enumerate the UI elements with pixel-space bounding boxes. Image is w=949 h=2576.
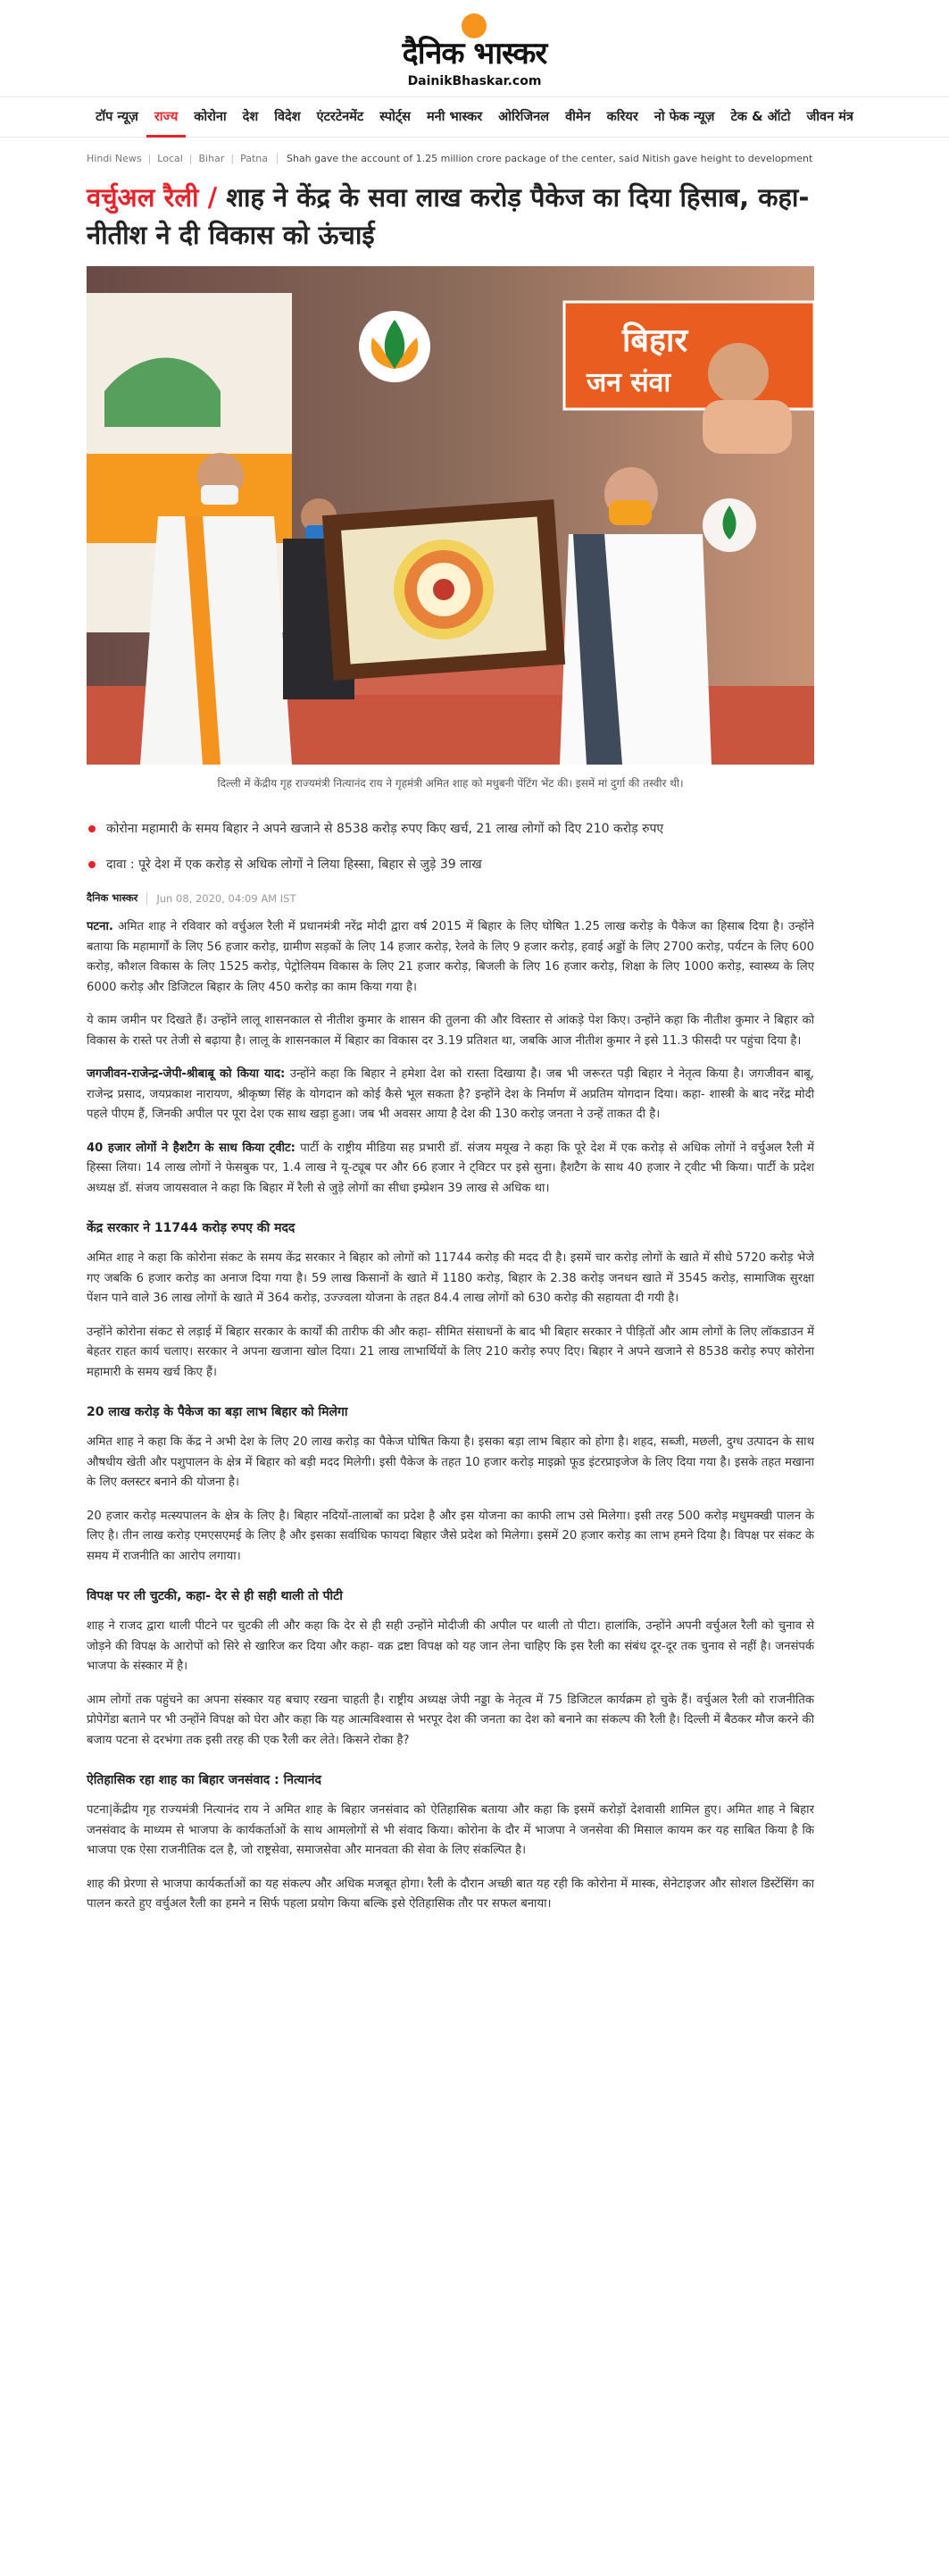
article-container bbox=[87, 150, 814, 1915]
banner-bihar: बिहार bbox=[622, 322, 688, 359]
section-heading: केंद्र सरकार ने 11744 करोड़ रुपए की मदद bbox=[87, 1221, 296, 1235]
banner-jan-samvad: जन संवा bbox=[587, 367, 671, 398]
paragraph: आम लोगों तक पहुंचने का अपना संस्कार यह बचाए रखना चाहती है। राष्ट्रीय अध्यक्ष जेपी नड्डा के नेतृत्व में 75 डिजिटल कार्यक्रम हो चुके हैं। वर्चुअल रैली को राजनीतिक प्रोपेगेंडा बताने पर भी उन्होंने विपक्ष को घेरा और कहा कि यह आत्मविश्वास से भरपूर देश की जनता का देश को बनाने का संकल्प की रैली है। दिल्ली में बैठकर मौज करने की बजाय पटना से दरभंगा तक इसी तरह की एक रैली कर लेते। किसने रोका है? bbox=[87, 1693, 814, 1747]
nav-item-country[interactable]: देश bbox=[242, 110, 259, 124]
breadcrumb bbox=[87, 150, 814, 166]
paragraph: पटना|केंद्रीय गृह राज्यमंत्री नित्यानंद राय ने अमित शाह के बिहार जनसंवाद को ऐतिहासिक बताया और कहा कि इसमें करोड़ों देशवासी शामिल हुए। अमित शाह ने बिहार जनसंवाद के माध्यम से भाजपा के कार्यकर्ताओं के साथ आमलोगों से भी संवाद किया। कोरोना के दौर में भाजपा ने जनसेवा की मिसाल कायम कर यह साबित किया है कि भाजपा एक ऐसा राजनीतिक दल है, जो राष्ट्रसेवा, समाजसेवा और मानवता की सेवा के लिए संकल्पित है। bbox=[87, 1803, 814, 1857]
highlight-item bbox=[87, 818, 814, 840]
nav-item-entertainment[interactable]: एंटरटेनमेंट bbox=[316, 110, 364, 124]
paragraph-lead: 40 हजार लोगों ने हैशटैग के साथ किया ट्वीट: bbox=[87, 1141, 296, 1155]
breadcrumb-separator: | bbox=[188, 152, 193, 164]
breadcrumb-local[interactable]: Local bbox=[157, 152, 183, 164]
breadcrumb-separator: | bbox=[230, 152, 235, 164]
nav-item-original[interactable]: ओरिजिनल bbox=[498, 110, 550, 124]
site-logo[interactable] bbox=[403, 13, 547, 88]
logo-text: दैनिक भास्कर bbox=[402, 36, 547, 71]
paragraph: शाह की प्रेरणा से भाजपा कार्यकर्ताओं का यह संकल्प और अधिक मजबूत होगा। रैली के दौरान अच्छी बात यह रही कि कोरोना में मास्क, सेनेटाइजर और सोशल डिस्टेंसिंग का पालन करते हुए वर्चुअल रैली का हमने न सिर्फ पहला प्रयोग किया बल्कि इसे ऐतिहासिक तौर पर सफल बनाया। bbox=[87, 1877, 814, 1911]
nav-item-tech-auto[interactable]: टेक & ऑटो bbox=[730, 110, 791, 124]
byline-author[interactable]: दैनिक भास्कर bbox=[87, 891, 138, 904]
section-heading: 20 लाख करोड़ के पैकेज का बड़ा लाभ बिहार को मिलेगा bbox=[87, 1405, 348, 1419]
paragraph-lead: जगजीवन-राजेन्द्र-जेपी-श्रीबाबू को किया याद: bbox=[87, 1067, 286, 1081]
nav-item-sports[interactable]: स्पोर्ट्स bbox=[379, 110, 411, 124]
paragraph-text: अमित शाह ने रविवार को वर्चुअल रैली में प्रधानमंत्री नरेंद्र मोदी द्वारा वर्ष 2015 में बिहार के लिए घोषित 1.25 लाख करोड़ के पैकेज का हिसाब दिया है। उन्होंने बताया कि महामार्गों के लिए 56 हजार करोड़, ग्रामीण सड़कों के लिए 14 हजार करोड़, रेलवे के लिए 9 हजार करोड़, हवाई अड्डों के लिए 2700 करोड़, पर्यटन के लिए 600 करोड़, कौशल विकास के लिए 1525 करोड़, पेट्रोलियम विकास के लिए 21 हजार करोड़, बिजली के लिए 16 हजार करोड़, शिक्षा के लिए 1000 करोड़, स्वास्थ्य के लिए 6000 करोड़ और डिजिटल बिहार के लिए 450 करोड़ का काम किया गया है। bbox=[87, 920, 814, 994]
highlight-text: दावा : पूरे देश में एक करोड़ से अधिक लोगों ने लिया हिस्सा, बिहार से जुड़े 39 लाख bbox=[106, 857, 482, 872]
breadcrumb-hindi-news[interactable]: Hindi News bbox=[87, 152, 142, 164]
section-heading: विपक्ष पर ली चुटकी, कहा- देर से ही सही थाली तो पीटी bbox=[87, 1589, 343, 1603]
highlight-text: कोरोना महामारी के समय बिहार ने अपने खजाने से 8538 करोड़ रुपए किए खर्च, 21 लाख लोगों को दिए 210 करोड़ रुपए bbox=[106, 822, 664, 836]
nav-item-women[interactable]: वीमेन bbox=[565, 110, 591, 124]
photo-caption: दिल्ली में केंद्रीय गृह राज्यमंत्री नित्यानंद राय ने गृहमंत्री अमित शाह को मधुबनी पेंटिंग भेंट की। इसमें मां दुर्गा की तस्वीर थी। bbox=[217, 777, 684, 790]
nav-item-top-news[interactable]: टॉप न्यूज़ bbox=[96, 110, 138, 124]
english-summary: Shah gave the account of 1.25 million crore package of the center, said Nitish gave height to development bbox=[277, 153, 812, 164]
title-separator: / bbox=[207, 182, 218, 213]
paragraph-text: उन्होंने कहा कि बिहार ने हमेशा देश को रास्ता दिखाया है। जब भी जरूरत पड़ी बिहार ने नेतृत्व किया है। जगजीवन बाबू, राजेन्द्र प्रसाद, जयप्रकाश नारायण, श्रीकृष्ण सिंह के योगदान को कोई कैसे भूल सकता है? इन्होंने देश के निर्माण में अप्रतिम योगदान दिया। कहा- शास्त्री के बाद नरेंद्र मोदी पहले पीएम हैं, जिनकी अपील पर पूरा देश एक साथ खड़ा हुआ। जब भी अवसर आया है देश की 130 करोड़ जनता ने उन्हें ताकत दी है। bbox=[87, 1067, 814, 1121]
nav-item-world[interactable]: विदेश bbox=[274, 110, 301, 124]
breadcrumb-separator: | bbox=[147, 152, 152, 164]
breadcrumb-patna[interactable]: Patna bbox=[240, 152, 268, 164]
title-kicker: वर्चुअल रैली bbox=[87, 182, 199, 213]
bullet-dot-icon bbox=[88, 861, 96, 868]
paragraph bbox=[87, 1139, 814, 1200]
paragraph: अमित शाह ने कहा कि कोरोना संकट के समय केंद्र सरकार ने बिहार को लोगों को 11744 करोड़ की मदद दी है। इसमें चार करोड़ लोगों के खाते में सीधे 5720 करोड़ भेजे गए जबकि 6 हजार करोड़ का अनाज दिया गया है। 59 लाख किसानों के खाते में 1180 करोड़, बिहार के 2.38 करोड़ जनधन खाते में 3545 करोड़, सामाजिक सुरक्षा पेंशन पाने वाले 36 लाख लोगों के खाते में 364 करोड़, उज्ज्वला योजना के तहत 84.4 लाख लोगों को 630 करोड़ की सहायता दी गयी है। bbox=[87, 1251, 814, 1305]
byline bbox=[87, 891, 814, 905]
byline-time: Jun 08, 2020, 04:09 AM IST bbox=[146, 892, 296, 905]
lotus-logo-icon bbox=[359, 311, 430, 382]
paragraph: उन्होंने कोरोना संकट से लड़ाई में बिहार सरकार के कार्यों की तारीफ की और कहा- सीमित संसाधनों के बाद भी बिहार सरकार ने पीड़ितों और आम लोगों के लिए लॉकडाउन में बेहतर राहत कार्य चलाए। सरकार ने अपना खजाना खोल दिया। 21 लाख लाभार्थियों के लिए 210 करोड़ रुपए दिए। बिहार ने अपने खजाने से 8538 करोड़ रुपए कोरोना महामारी के समय खर्च किए हैं। bbox=[87, 1325, 814, 1379]
lead-photo-illustration bbox=[87, 266, 814, 765]
section-heading: ऐतिहासिक रहा शाह का बिहार जनसंवाद : नित्यानंद bbox=[87, 1773, 321, 1787]
lead-photo bbox=[87, 266, 814, 765]
paragraph: 20 हजार करोड़ मत्स्यपालन के क्षेत्र के लिए है। बिहार नदियों-तालाबों का प्रदेश है और इस योजना का काफी लाभ उसे मिलेगा। इसी तरह 500 करोड़ मधुमक्खी पालन के लिए है। तीन लाख करोड़ एमएसएमई के लिए है और इसका सर्वाधिक फायदा बिहार जैसे प्रदेश को मिलेगा। इसमें 20 हजार करोड़ का लाभ हमने दिया है। विपक्ष पर संकट के समय में राजनीति का आरोप लगाया। bbox=[87, 1509, 814, 1563]
paragraph: ये काम जमीन पर दिखते हैं। उन्होंने लालू शासनकाल से नीतीश कुमार के शासन की तुलना की और विस्तार से आंकड़े पेश किए। उन्होंने कहा कि नीतीश कुमार ने बिहार को विकास के रास्ते पर तेजी से बढ़ाया है। लालू के शासनकाल में बिहार का विकास दर 3.19 प्रतिशत था, जबकि आज नीतीश कुमार ने इसे 11.3 फीसदी पर पहुंचा दिया है। bbox=[87, 1014, 814, 1048]
breadcrumb-bihar[interactable]: Bihar bbox=[198, 152, 225, 164]
highlights-list bbox=[87, 818, 814, 875]
masthead bbox=[0, 0, 949, 96]
title-text: शाह ने केंद्र के सवा लाख करोड़ पैकेज का दिया हिसाब, कहा- नीतीश ने दी विकास को ऊंचाई bbox=[87, 182, 810, 250]
nav-item-state[interactable]: राज्य bbox=[146, 96, 186, 138]
paragraph: शाह ने राजद द्वारा थाली पीटने पर चुटकी ली और कहा कि देर से ही सही उन्होंने मोदीजी की अपील पर थाली तो पीटा। हालांकि, उन्होंने अपनी वर्चुअल रैली को चुनाव से जोड़ने की विपक्ष के आरोपों को सिरे से खारिज कर दिया और कहा- वक्र द्रष्टा विपक्ष को यह जान लेना चाहिए कि इस रैली का संबंध दूर-दूर तक चुनाव से नहीं है। जनसंपर्क भाजपा के संस्कार में है। bbox=[87, 1619, 814, 1673]
logo-site-name: DainikBhaskar.com bbox=[407, 74, 542, 88]
paragraph bbox=[87, 917, 814, 998]
nav-item-career[interactable]: करियर bbox=[606, 110, 638, 124]
article-body bbox=[87, 917, 814, 1915]
paragraph: अमित शाह ने कहा कि केंद्र ने अभी देश के लिए 20 लाख करोड़ का पैकेज घोषित किया है। इसका बड़ा लाभ बिहार को होगा है। शहद, सब्जी, मछली, दुग्ध उत्पादन के साथ औषधीय खेती और पशुपालन के क्षेत्र में बिहार को बड़ी मदद मिलेगी। इसी पैकेज के तहत 10 हजार करोड़ माइक्रो फूड इंटरप्राइजेज के लिए दिया गया है। इसके तहत मखाना के लिए क्लस्टर बनाने की योजना है। bbox=[87, 1435, 814, 1489]
paragraph bbox=[87, 1065, 814, 1125]
nav-item-money[interactable]: मनी भास्कर bbox=[426, 110, 483, 124]
nav-item-corona[interactable]: कोरोना bbox=[194, 110, 227, 124]
highlight-item bbox=[87, 854, 814, 875]
main-nav bbox=[0, 96, 949, 138]
nav-item-jeevan-mantra[interactable]: जीवन मंत्र bbox=[806, 110, 853, 124]
madhubani-painting bbox=[322, 499, 565, 681]
bullet-dot-icon bbox=[88, 825, 96, 832]
paragraph-lead: पटना. bbox=[87, 920, 113, 933]
page-title bbox=[87, 179, 814, 254]
nav-item-no-fake-news[interactable]: नो फेक न्यूज़ bbox=[653, 110, 715, 124]
paragraph-text: पार्टी के राष्ट्रीय मीडिया सह प्रभारी डॉ. संजय मयूख ने कहा कि पूरे देश में एक करोड़ से अधिक लोगों ने वर्चुअल रैली में हिस्सा लिया। 14 लाख लोगों ने फेसबुक पर, 1.4 लाख ने यू-ट्यूब पर और 66 हजार ने ट्विटर पर इसे सुना। हैशटैग के साथ 40 हजार ने ट्वीट भी किया। पार्टी के प्रदेश अध्यक्ष डॉ. संजय जायसवाल ने कहा कि बिहार में रैली से जुड़े लोगों का सीधा इम्प्रेशन 39 लाख से अधिक था। bbox=[87, 1141, 814, 1195]
